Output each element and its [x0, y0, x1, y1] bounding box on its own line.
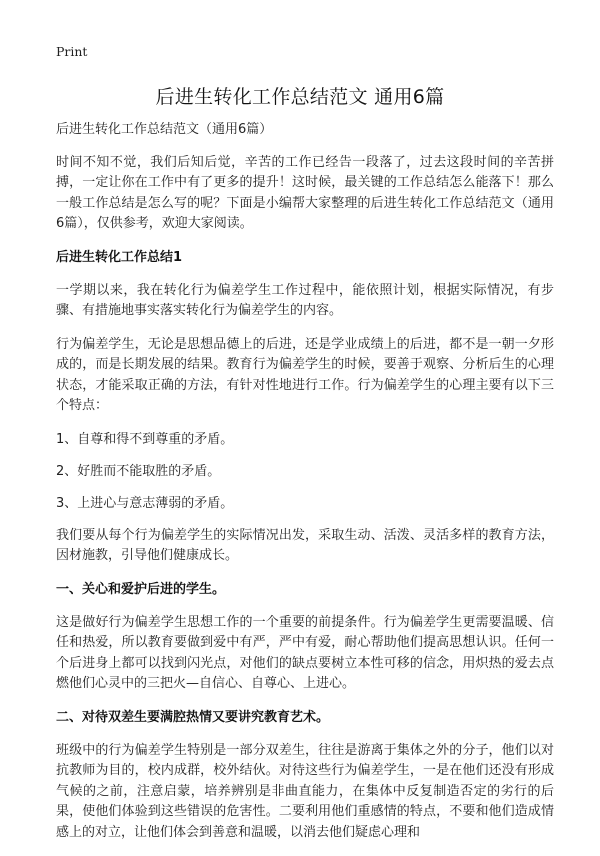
article-body — [56, 120, 554, 856]
article-subtitle: 后进生转化工作总结范文（通用6篇） — [56, 122, 273, 137]
paragraph-5: 班级中的行为偏差学生特别是一部分双差生，往往是游离于集体之外的分子，他们以对抗教师为目的，校内成群，校外结伙。对待这些行为偏差学生，一是在他们还没有形成气候的之前，注意启蒙，培养辨别是非曲直能力，在集体中反复制造否定的劣行的后果，使他们体验到这些错误的危害性。二要利用他们重感情的特点，不要和他们造成情感上的对立，让他们体会到善意和温暖，以消去他们疑虑心理和 — [56, 742, 554, 840]
list-item: 2、好胜而不能取胜的矛盾。 — [56, 463, 221, 479]
intro-paragraph: 时间不知不觉，我们后知后觉，辛苦的工作已经告一段落了，过去这段时间的辛苦拼搏，一定让你在工作中有了更多的提升！这时候，最关键的工作总结怎么能落下！那么一般工作总结是怎么写的呢？下面是小编帮大家整理的后进生转化工作总结范文（通用6篇），仅供参考，欢迎大家阅读。 — [56, 154, 554, 231]
paragraph-1: 一学期以来，我在转化行为偏差学生工作过程中，能依照计划，根据实际情况，有步骤、有措施地事实落实转化行为偏差学生的内容。 — [56, 282, 554, 318]
list-item: 3、上进心与意志薄弱的矛盾。 — [56, 495, 234, 511]
page-title: 后进生转化工作总结范文 通用6篇 — [155, 86, 445, 108]
subheading-b: 二、对待双差生要满腔热情又要讲究教育艺术。 — [56, 709, 330, 725]
subheading-a: 一、关心和爱护后进的学生。 — [56, 581, 226, 597]
paragraph-2: 行为偏差学生，无论是思想品德上的后进，还是学业成绩上的后进，都不是一朝一夕形成的，而是长期发展的结果。教育行为偏差学生的时候，要善于观察、分析后生的心理状态，才能采取正确的方法，有针对性地进行工作。行为偏差学生的心理主要有以下三个特点： — [56, 336, 554, 413]
list-item: 1、自尊和得不到尊重的矛盾。 — [56, 431, 234, 447]
section-heading-1: 后进生转化工作总结1 — [56, 249, 183, 265]
paragraph-4: 这是做好行为偏差学生思想工作的一个重要的前提条件。行为偏差学生更需要温暖、信任和热爱，所以教育要做到爱中有严，严中有爱，耐心帮助他们提高思想认识。任何一个后进身上都可以找到闪光点，对他们的缺点要树立本性可移的信念，用炽热的爱去点燃他们心灵中的三把火—自信心、自尊心、上进心。 — [56, 614, 554, 691]
print-link[interactable]: Print — [56, 44, 88, 59]
paragraph-3: 我们要从每个行为偏差学生的实际情况出发，采取生动、活泼、灵活多样的教育方法，因材施教，引导他们健康成长。 — [56, 527, 554, 563]
